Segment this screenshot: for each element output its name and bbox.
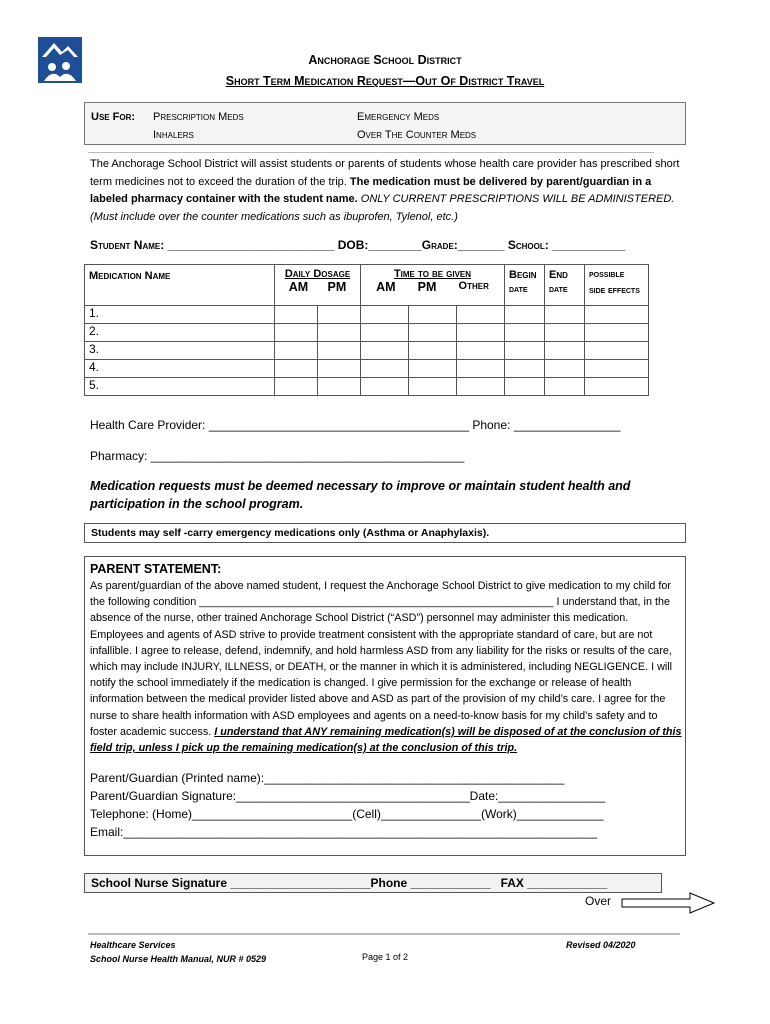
table-row[interactable]: 1.: [85, 305, 649, 323]
necessary-note: Medication requests must be deemed necessary to improve or maintain student health and participation in the school program.: [90, 479, 631, 511]
col-begin-date: Begin date: [505, 265, 545, 306]
disposal-note: I understand that ANY remaining medication(s) will be disposed of at the conclusion of this field trip, unless I pick up the remaining medication(s) at the conclusion of this trip.: [90, 725, 682, 755]
form-title: Short Term Medication Request—Out Of District Travel: [225, 74, 545, 88]
footer-department: Healthcare Services: [90, 940, 176, 950]
self-carry-note: Students may self -carry emergency medications only (Asthma or Anaphylaxis).: [84, 523, 686, 543]
intro-paragraph: The Anchorage School District will assist students or parents of students whose health care provider has prescribed short term medicines not to exceed the duration of the trip. The medication must be delivered by parent/guardian in a labeled pharmacy container with the student name. ONLY CURRENT PRESCRIPTIONS WILL BE ADMINISTERED. (Must include over the counter medications such as ibuprofen, Tylenol, etc.): [90, 158, 680, 223]
provider-line[interactable]: Health Care Provider: _______________________________________ Phone: ________________: [90, 418, 621, 432]
divider: [88, 152, 654, 153]
footer-manual: School Nurse Health Manual, NUR # 0529: [90, 954, 267, 964]
nurse-signature-line[interactable]: School Nurse Signature _____________________Phone ____________ FAX ____________: [84, 873, 662, 893]
table-row[interactable]: 3.: [85, 341, 649, 359]
parent-signature-field[interactable]: Parent/Guardian Signature:___________________________________Date:________________: [90, 789, 606, 803]
footer-divider: [88, 933, 680, 935]
footer-revised: Revised 04/2020: [566, 940, 636, 950]
over-label: Over: [585, 894, 612, 908]
parent-statement-heading: PARENT STATEMENT:: [90, 562, 222, 576]
medication-table: [84, 264, 649, 396]
use-for-label: Use For:: [91, 111, 136, 123]
parent-statement-body: As parent/guardian of the above named student, I request the Anchorage School District to give medication to my child for the following condition ___________________________________________________________ I understand that, in the absence of the nurse, other trained Anchorage School District (“ASD”) personnel may administer this medication. Employees and agents of ASD strive to provide treatment consistent with the appropriate standard of care, but are not infallible. I agree to release, defend, indemnify, and hold harmless ASD from any liability for the risks or results of the care, which may include INJURY, ILLNESS, or DEATH, or the manner in which it is administered, including NEGLIGENCE. I will notify the school immediately if the medication is changed. I give permission for the exchange or release of health information between the medical provider listed above and ASD as part of the provision of my child’s care. I agree for the nurse to share health information with ASD employees and agents on a need-to-know basis for my child’s safety and to foster academic success. I understand that ANY remaining medication(s) will be disposed of at the conclusion of this field trip, unless I pick up the remaining medication(s) at the conclusion of this trip.: [90, 580, 682, 755]
table-row[interactable]: 4.: [85, 359, 649, 377]
page-number: Page 1 of 2: [361, 952, 409, 962]
col-medication-name: Medication Name: [85, 265, 275, 306]
col-side-effects: possible side effects: [585, 265, 649, 306]
student-info-line[interactable]: Student Name: _________________________ DOB:________Grade:_______ School: ___________: [90, 238, 626, 252]
use-for-option[interactable]: Prescription Meds: [153, 111, 244, 123]
table-row[interactable]: 5.: [85, 377, 649, 395]
col-daily-dosage: Daily Dosage AM PM: [275, 265, 361, 305]
col-end-date: End date: [545, 265, 585, 306]
table-row[interactable]: 2.: [85, 323, 649, 341]
telephone-field[interactable]: Telephone: (Home)________________________(Cell)_______________(Work)_____________: [90, 807, 604, 821]
arrow-right-icon: [620, 891, 716, 915]
col-time-given: Time to be given AM PM Other: [361, 265, 505, 305]
use-for-option[interactable]: Over The Counter Meds: [357, 129, 477, 141]
parent-name-field[interactable]: Parent/Guardian (Printed name):_____________________________________________: [90, 771, 565, 785]
pharmacy-line[interactable]: Pharmacy: _______________________________________________: [90, 449, 465, 463]
use-for-option[interactable]: Emergency Meds: [357, 111, 440, 123]
use-for-option[interactable]: Inhalers: [153, 129, 194, 141]
use-for-box: [84, 102, 686, 145]
email-field[interactable]: Email:_______________________________________________________________________: [90, 825, 598, 839]
parent-fields: [90, 769, 605, 841]
district-title: Anchorage School District: [308, 53, 462, 67]
